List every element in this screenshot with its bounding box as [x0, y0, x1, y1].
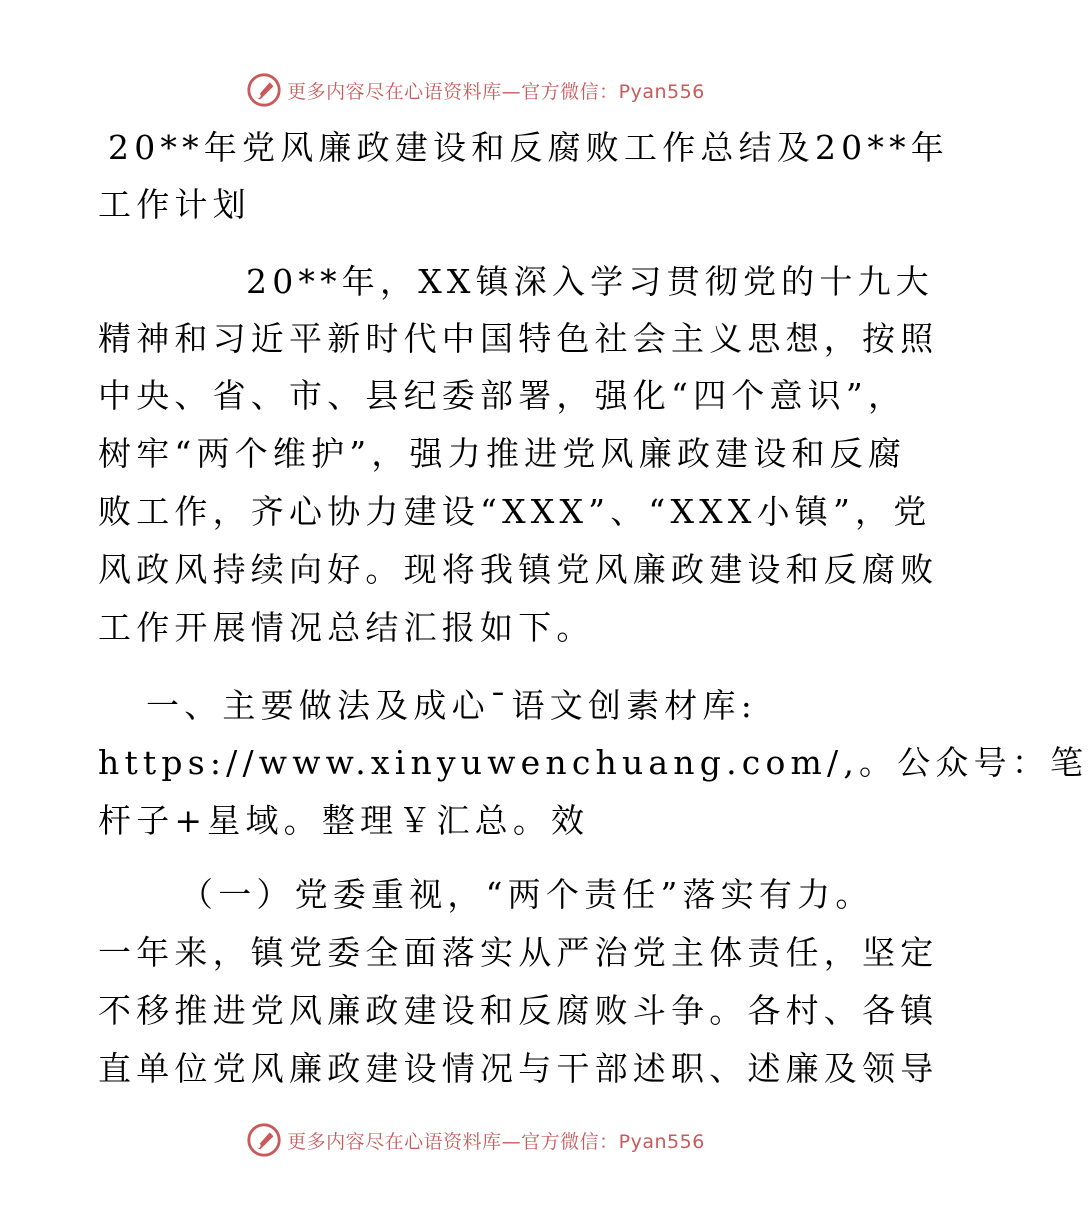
section-heading-1-url-line: https://www.xinyuwenchuang.com/,。公众号：笔: [98, 743, 1088, 782]
pen-nib-logo-icon: [245, 71, 283, 109]
subsection-1-line-2: 一年来，镇党委全面落实从严治党主体责任，坚定: [98, 933, 939, 972]
document-title-line-2: 工作计划: [98, 185, 251, 224]
intro-line-3: 中央、省、市、县纪委部署，强化“四个意识”，: [98, 376, 907, 415]
intro-line-7: 工作开展情况总结汇报如下。: [98, 608, 595, 647]
section-heading-1-line-3: 杆子+星域。整理￥汇总。效: [98, 801, 590, 840]
pen-nib-logo-icon: [245, 1121, 283, 1159]
watermark-banner-top: [0, 68, 950, 112]
section-heading-1: 一、主要做法及成心¯语文创素材库:: [146, 686, 758, 725]
subsection-1-line-4: 直单位党风廉政建设情况与干部述职、述廉及领导: [98, 1049, 939, 1088]
watermark-banner-bottom: [0, 1118, 950, 1162]
intro-line-1: 20**年，XX镇深入学习贯彻党的十九大: [246, 262, 934, 301]
document-title-line-1: 20**年党风廉政建设和反腐败工作总结及20**年: [108, 128, 949, 167]
watermark-text: 更多内容尽在心语资料库—官方微信：Pyan556: [287, 80, 705, 103]
intro-line-5: 败工作，齐心协力建设“XXX”、“XXX小镇”，党: [98, 492, 932, 531]
intro-line-4: 树牢“两个维护”，强力推进党风廉政建设和反腐: [98, 434, 907, 473]
intro-line-6: 风政风持续向好。现将我镇党风廉政建设和反腐败: [98, 550, 939, 589]
intro-line-2: 精神和习近平新时代中国特色社会主义思想，按照: [98, 319, 939, 358]
watermark-text: 更多内容尽在心语资料库—官方微信：Pyan556: [287, 1130, 705, 1153]
subsection-heading-1: （一）党委重视，“两个责任”落实有力。: [180, 875, 874, 914]
subsection-1-line-3: 不移推进党风廉政建设和反腐败斗争。各村、各镇: [98, 991, 939, 1030]
